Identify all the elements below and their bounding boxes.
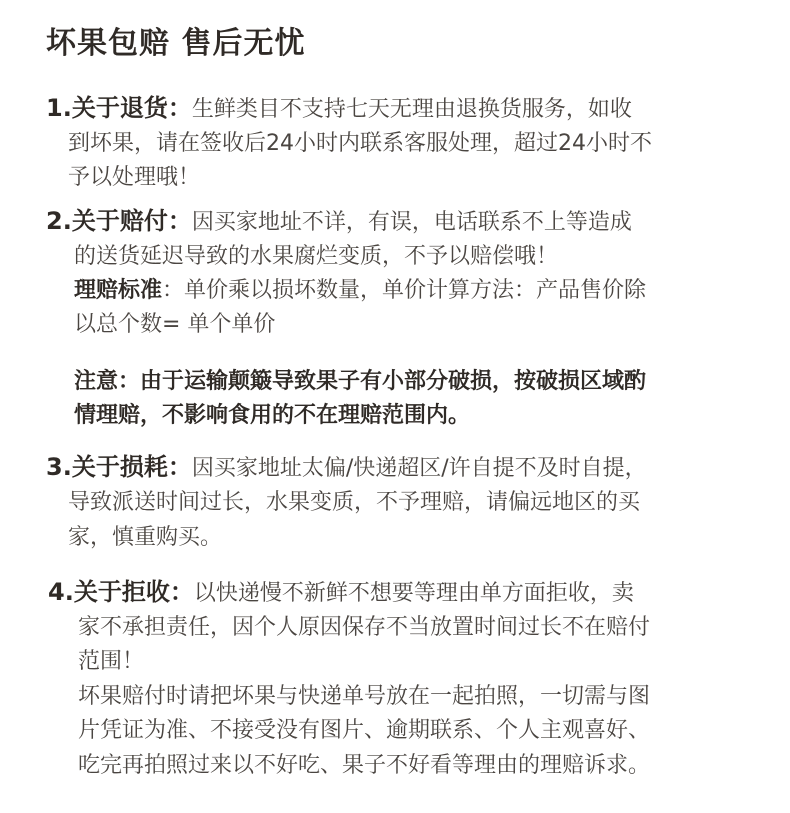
section-return-line-3: 予以处理哦！ <box>68 165 201 190</box>
page-title: 坏果包赔 售后无忧 <box>46 26 306 61</box>
section-refusal <box>48 576 634 610</box>
section-return-heading: 1.关于退货： <box>46 94 192 122</box>
section-refusal-line-2: 家不承担责任，因个人原因保存不当放置时间过长不在赔付 <box>78 615 651 640</box>
section-loss-line-1: 因买家地址太偏/快递超区/许自提不及时自提， <box>191 456 647 481</box>
section-refusal-line-4: 坏果赔付时请把坏果与快递单号放在一起拍照，一切需与图 <box>78 684 651 709</box>
section-compensation-heading: 2.关于赔付： <box>46 207 192 235</box>
section-refusal-line-6: 吃完再拍照过来以不好吃、果子不好看等理由的理赔诉求。 <box>78 753 651 778</box>
section-return-line-2: 到坏果，请在签收后24小时内联系客服处理，超过24小时不 <box>68 131 652 156</box>
note-line-1: 注意：由于运输颠簸导致果子有小部分破损，按破损区域酌 <box>74 369 647 394</box>
section-return-line-1: 生鲜类目不支持七天无理由退换货服务，如收 <box>191 97 632 122</box>
section-loss <box>46 451 647 485</box>
section-loss-line-3: 家，慎重购买。 <box>68 525 223 550</box>
section-compensation-line-4: 以总个数= 单个单价 <box>74 312 276 337</box>
section-compensation-line-2: 的送货延迟导致的水果腐烂变质，不予以赔偿哦！ <box>74 244 559 269</box>
section-loss-line-2: 导致派送时间过长，水果变质，不予理赔，请偏远地区的买 <box>68 490 641 515</box>
compensation-standard-label: 理赔标准 <box>74 278 163 303</box>
section-compensation <box>46 205 632 239</box>
section-refusal-line-1: 以快递慢不新鲜不想要等理由单方面拒收，卖 <box>193 581 634 606</box>
section-compensation-line-1: 因买家地址不详，有误，电话联系不上等造成 <box>191 210 632 235</box>
section-refusal-line-3: 范围！ <box>78 649 145 674</box>
section-return <box>46 92 632 126</box>
section-refusal-line-5: 片凭证为准、不接受没有图片、逾期联系、个人主观喜好、 <box>78 718 651 743</box>
note-line-2: 情理赔，不影响食用的不在理赔范围内。 <box>74 403 471 428</box>
compensation-standard <box>74 275 646 307</box>
compensation-standard-text: ：单价乘以损坏数量，单价计算方法：产品售价除 <box>162 278 647 303</box>
section-loss-heading: 3.关于损耗： <box>46 453 192 481</box>
section-refusal-heading: 4.关于拒收： <box>48 578 194 606</box>
